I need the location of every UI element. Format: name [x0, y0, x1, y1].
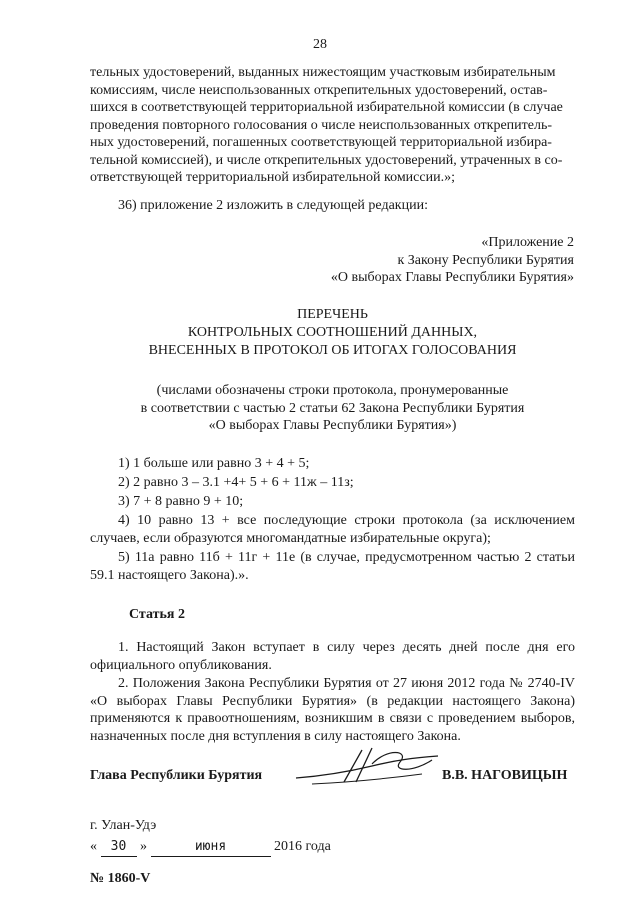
date-year: 2016 года [274, 839, 331, 854]
intro-paragraph [90, 64, 575, 187]
list-item-5: 5) 11а равно 11б + 11г + 11е (в случае, предусмотренном частью 2 статьи 59.1 настоящего Закона).». [90, 550, 575, 583]
intro-line: шихся в соответствующей территориальной избирательной комиссии (в случае [90, 100, 563, 115]
intro-line: ных удостоверений, погашенных соответствующей территориальной избира- [90, 135, 552, 150]
list-item-2: 2) 2 равно 3 – 3.1 +4+ 5 + 6 + 11ж – 11з; [118, 475, 354, 490]
subtitle-line: «О выборах Главы Республики Бурятия») [208, 418, 457, 433]
page-number: 28 [313, 37, 327, 52]
intro-line: комиссиям, числе неиспользованных открепительных удостоверений, остав- [90, 82, 548, 98]
title-line: ПЕРЕЧЕНЬ [297, 307, 368, 322]
document-subtitle [90, 382, 575, 435]
intro-line: проведения повторного голосования о числе неиспользованных открепитель- [90, 117, 553, 133]
appendix-line: «Приложение 2 [481, 235, 574, 250]
article-2-paragraph-2: 2. Положения Закона Республики Бурятия от 27 июня 2012 года № 2740-IV «О выборах Главы Республики Бурятия» (в редакции настоящего Закона) применяются к правоотношениям, возникшим в связи с проведением выборов, назначенных после дня вступления в силу настоящего Закона. [90, 676, 575, 744]
item-36: 36) приложение 2 изложить в следующей редакции: [118, 198, 428, 213]
handwritten-signature [292, 742, 442, 792]
date-month: июня [151, 838, 271, 857]
article-2-paragraph-1: 1. Настоящий Закон вступает в силу через десять дней после дня его официального опубликования. [90, 640, 575, 673]
appendix-line: «О выборах Главы Республики Бурятия» [330, 270, 574, 285]
subtitle-line: (числами обозначены строки протокола, пронумерованные [156, 383, 509, 398]
date-day: 30 [110, 839, 127, 854]
law-number: № 1860-V [90, 871, 151, 886]
date-open-quote: « [90, 839, 97, 854]
title-line: КОНТРОЛЬНЫХ СООТНОШЕНИЙ ДАННЫХ, [187, 325, 478, 340]
list-item-4: 4) 10 равно 13 + все последующие строки протокола (за исключением случаев, если образуются многомандатные избирательные округа); [90, 513, 575, 546]
signatory-name: В.В. НАГОВИЦЫН [442, 768, 568, 783]
list-item-3: 3) 7 + 8 равно 9 + 10; [118, 494, 244, 509]
document-title [90, 306, 575, 360]
appendix-line: к Закону Республики Бурятия [397, 252, 574, 268]
appendix-reference [331, 234, 574, 287]
place: г. Улан-Удэ [90, 818, 157, 833]
signing-date [90, 838, 331, 857]
article-2-heading: Статья 2 [129, 607, 185, 622]
intro-line: ответствующей территориальной избирательной комиссии.»; [90, 170, 455, 185]
title-line: ВНЕСЕННЫХ В ПРОТОКОЛ ОБ ИТОГАХ ГОЛОСОВАНИЯ [148, 343, 517, 358]
signatory-title: Глава Республики Бурятия [90, 768, 263, 783]
subtitle-line: в соответствии с частью 2 статьи 62 Закона Республики Бурятия [140, 400, 525, 416]
intro-line: тельных удостоверений, выданных нижестоящим участковым избирательным [90, 65, 556, 80]
list-item-1: 1) 1 больше или равно 3 + 4 + 5; [118, 456, 310, 471]
date-close-quote: » [140, 839, 147, 854]
intro-line: тельной комиссией), и числе открепительных удостоверений, утраченных в со- [90, 152, 563, 168]
